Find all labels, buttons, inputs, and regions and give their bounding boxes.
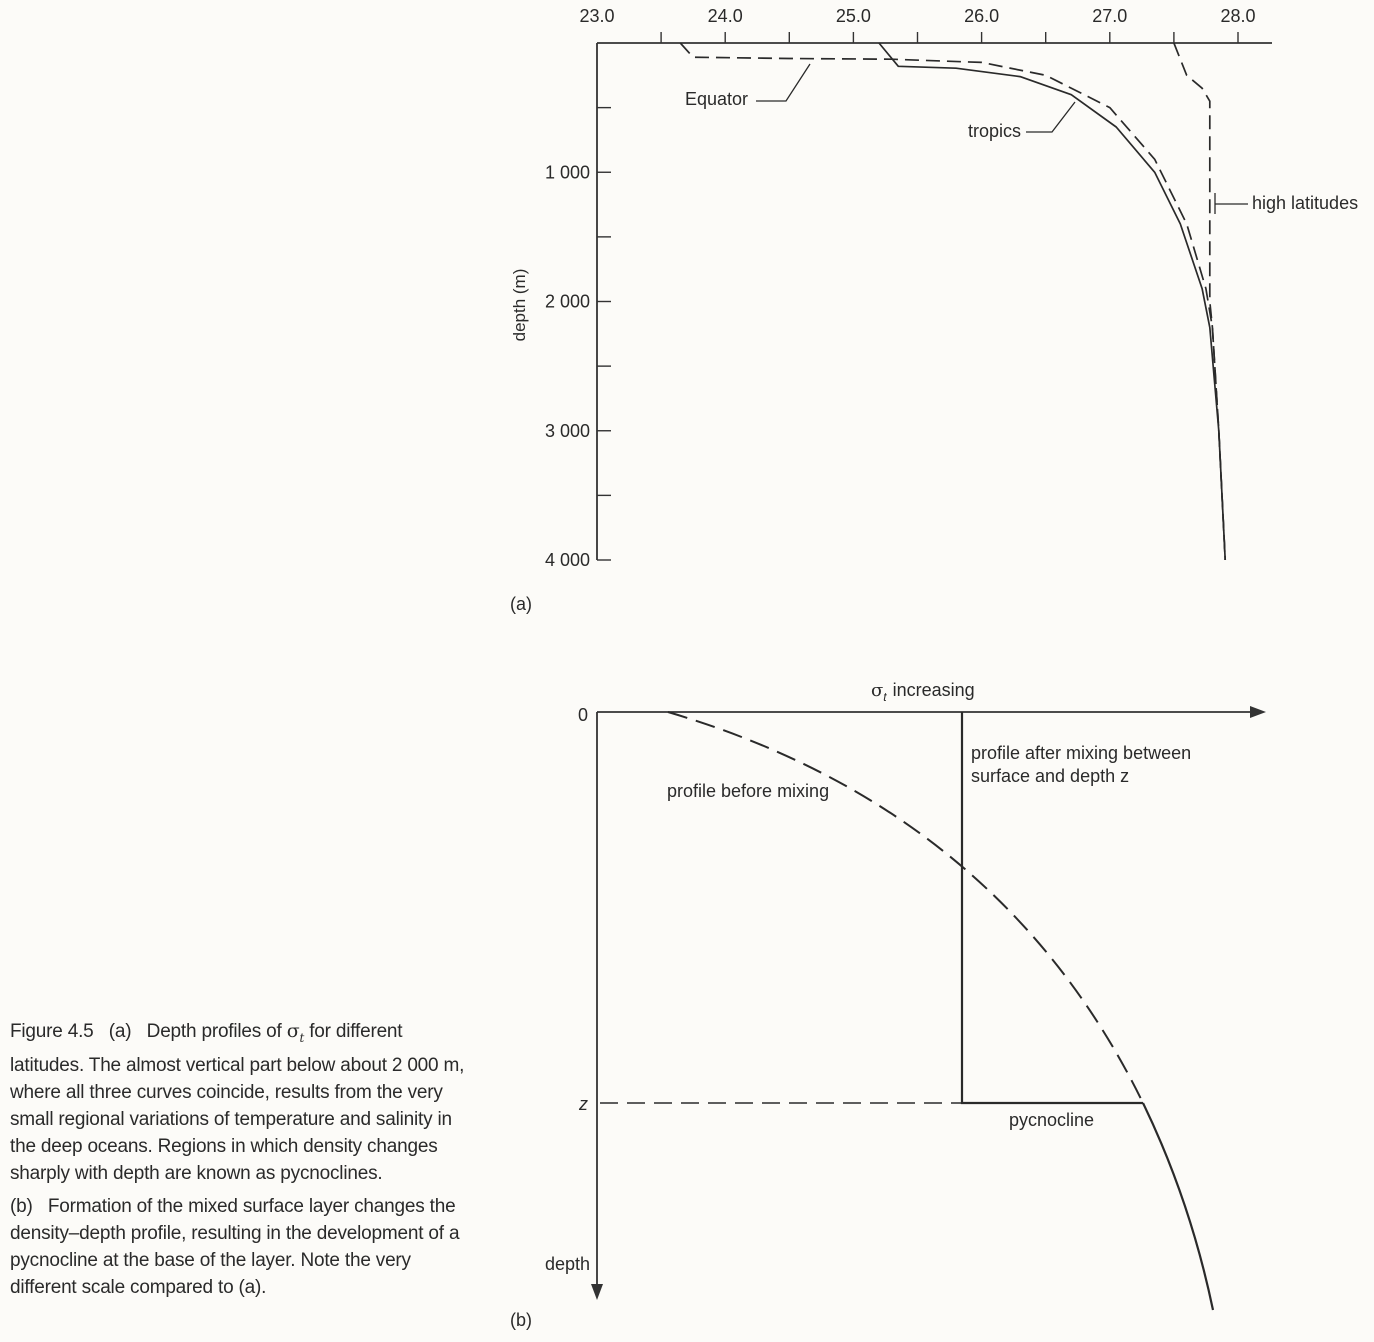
chart-a-ylabel: depth (m) bbox=[510, 268, 529, 342]
chart-a-xtick-label: 25.0 bbox=[835, 6, 871, 26]
caption-panel-b: (b) bbox=[10, 1195, 33, 1217]
chart-b-ytick-0: 0 bbox=[578, 705, 589, 725]
chart-b-panel-label: (b) bbox=[510, 1310, 532, 1330]
chart-b-series bbox=[600, 712, 1213, 1310]
figure-caption bbox=[10, 1018, 480, 1307]
chart-b-ylabel: depth bbox=[545, 1254, 591, 1274]
caption-part-a bbox=[10, 1018, 480, 1187]
chart-a-xtick-label: 26.0 bbox=[964, 6, 1000, 26]
chart-a-annot-high-latitudes: high latitudes bbox=[1252, 193, 1359, 213]
caption-a-text-2: for different latitudes. The almost vertical part below about 2 000 m, where all three curves coincide, results from the very small regional variations of temperature and salinity in the deep oceans. Regions in which density changes sharply with depth are known as pycnoclines. bbox=[10, 1021, 465, 1184]
chart-a-ytick-label: 3 000 bbox=[544, 420, 590, 441]
caption-a-text-1: Depth profiles of bbox=[146, 1021, 282, 1042]
chart-b-xlabel bbox=[871, 680, 975, 704]
chart-a-panel-label: (a) bbox=[510, 594, 532, 614]
chart-b-profile-below-z bbox=[1143, 1103, 1213, 1310]
chart-b-annot-after-1: profile after mixing between bbox=[971, 743, 1192, 763]
chart-a-annot-equator: Equator bbox=[685, 89, 749, 109]
chart-a-annot-tropics: tropics bbox=[968, 121, 1022, 141]
chart-b-xlabel-symbol: σ bbox=[871, 680, 884, 701]
caption-part-b bbox=[10, 1193, 480, 1301]
chart-b-y-arrow bbox=[591, 1284, 603, 1300]
chart-a-xtick-label: 23.0 bbox=[579, 6, 615, 26]
chart-b-x-arrow bbox=[1250, 706, 1266, 718]
chart-b-xlabel-subscript: t bbox=[883, 690, 887, 704]
caption-b-text: Formation of the mixed surface layer changes the density–depth profile, resulting in the development of a pycnocline at the base of the layer. Note the very different scale compared to (a). bbox=[10, 1195, 460, 1298]
caption-figure-label: Figure 4.5 bbox=[10, 1021, 94, 1042]
caption-a-symbol: $\sigma_t$ bbox=[286, 1020, 305, 1045]
chart-a-ytick-label: 4 000 bbox=[544, 550, 590, 570]
chart-b-annot-before: profile before mixing bbox=[667, 781, 830, 801]
chart-a-xtick-label: 28.0 bbox=[1220, 6, 1256, 26]
caption-panel-a: (a) bbox=[108, 1021, 132, 1042]
chart-b-annot-after-2: surface and depth z bbox=[971, 766, 1130, 786]
chart-b-xlabel-text: increasing bbox=[892, 680, 975, 700]
chart-a-ytick-label: 1 000 bbox=[544, 162, 590, 183]
chart-a-xtick-label: 27.0 bbox=[1092, 6, 1128, 26]
chart-b-annot-pycnocline: pycnocline bbox=[1009, 1110, 1095, 1130]
chart-b-ytick-z: z bbox=[579, 1094, 588, 1114]
chart-a-xtick-label: 24.0 bbox=[707, 6, 743, 26]
chart-a-ytick-label: 2 000 bbox=[544, 291, 590, 312]
